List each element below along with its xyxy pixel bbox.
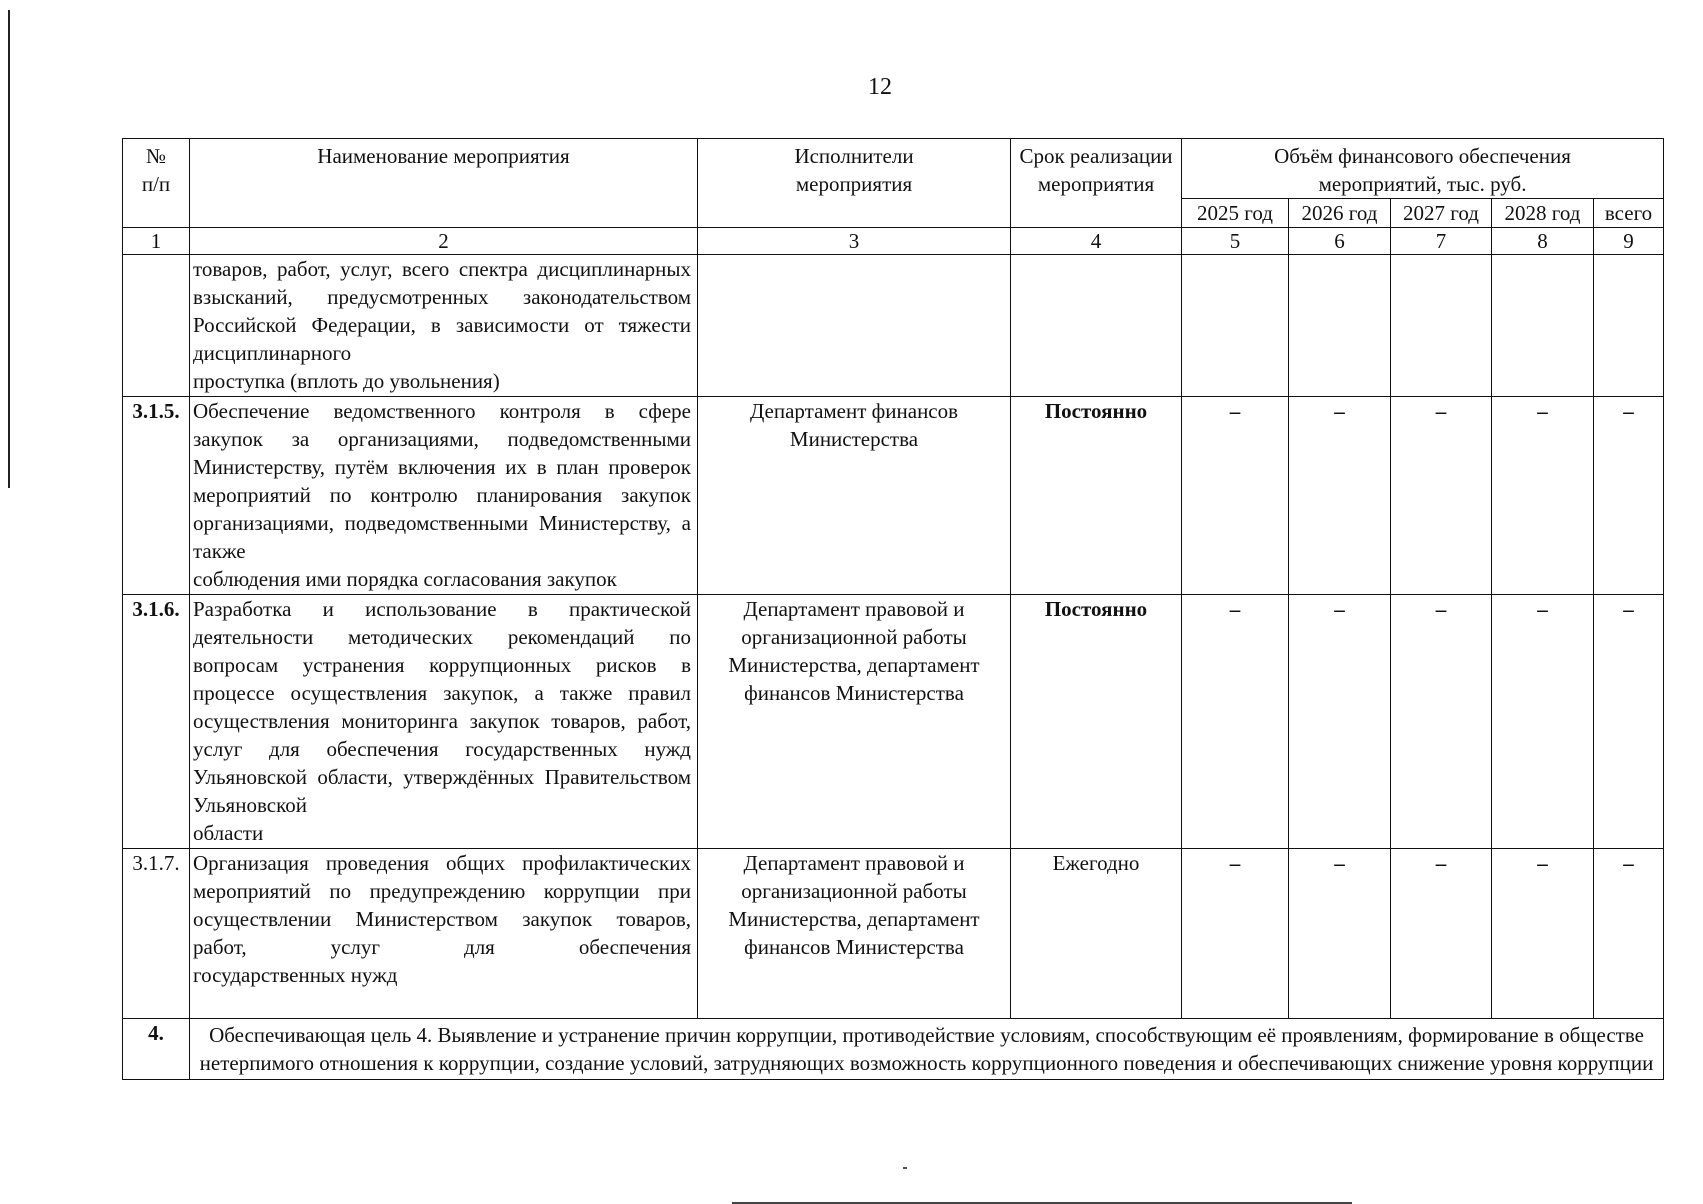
table-row (123, 595, 1664, 849)
goal-text: Обеспечивающая цель 4. Выявление и устранение причин коррупции, противодействие условиям, способствующим её проявлениям, формирование в обществе нетерпимого отношения к коррупции, создание условий, затрудняющих возможность коррупционного поведения и обеспечивающих снижение уровня коррупции (190, 1019, 1664, 1080)
row-value-2028: – (1492, 849, 1594, 1019)
row-term: Постоянно (1011, 397, 1182, 595)
row-value-total: – (1594, 595, 1664, 849)
row-value-2025: – (1182, 595, 1289, 849)
row-term (1011, 255, 1182, 397)
col-number: 1 (123, 228, 190, 255)
row-value-total: – (1594, 397, 1664, 595)
row-name: Обеспечение ведомственного контроля в сфере закупок за организациями, подведомственными Министерству, путём включения их в план проверок мероприятий по контролю планирования закупок организациями, подведомственными Министерству, а также соблюдения ими порядка согласования закупок (190, 397, 698, 595)
row-term: Постоянно (1011, 595, 1182, 849)
row-executor: Департамент финансов Министерства (698, 397, 1011, 595)
row-value-2027: – (1391, 595, 1492, 849)
header-num: № п/п (123, 139, 190, 228)
page-number: 12 (868, 74, 892, 100)
row-name: Организация проведения общих профилактических мероприятий по предупреждению коррупции при осуществлении Министерством закупок товаров, работ, услуг для обеспечения государственных нужд (190, 849, 698, 1019)
col-number: 3 (698, 228, 1011, 255)
row-value-2026: – (1289, 595, 1391, 849)
table-row (123, 849, 1664, 1019)
header-executors: Исполнители мероприятия (698, 139, 1011, 228)
row-name: товаров, работ, услуг, всего спектра дисциплинарных взысканий, предусмотренных законодательством Российской Федерации, в зависимости от тяжести дисциплинарного проступка (вплоть до увольнения) (190, 255, 698, 397)
header-finance: Объём финансового обеспечения мероприятий, тыс. руб. (1182, 139, 1664, 199)
measures-table (122, 138, 1664, 1080)
header-name: Наименование мероприятия (190, 139, 698, 228)
col-number: 8 (1492, 228, 1594, 255)
col-number: 6 (1289, 228, 1391, 255)
col-number: 2 (190, 228, 698, 255)
row-value-2025: – (1182, 849, 1289, 1019)
row-num (123, 255, 190, 397)
header-total: всего (1594, 199, 1664, 228)
row-value-2028: – (1492, 397, 1594, 595)
goal-row (123, 1019, 1664, 1080)
row-num: 3.1.6. (123, 595, 190, 849)
row-num: 3.1.7. (123, 849, 190, 1019)
table-row (123, 255, 1664, 397)
row-executor (698, 255, 1011, 397)
row-value-2026: – (1289, 397, 1391, 595)
row-name: Разработка и использование в практической деятельности методических рекомендаций по вопросам устранения коррупционных рисков в процессе осуществления закупок, а также правил осуществления мониторинга закупок товаров, работ, услуг для обеспечения государственных нужд Ульяновской области, утверждённых Правительством Ульяновской области (190, 595, 698, 849)
row-executor: Департамент правовой и организационной работы Министерства, департамент финансов Министерства (698, 595, 1011, 849)
row-value-2026: – (1289, 849, 1391, 1019)
header-term: Срок реализации мероприятия (1011, 139, 1182, 228)
col-number: 9 (1594, 228, 1664, 255)
col-number: 5 (1182, 228, 1289, 255)
col-number: 4 (1011, 228, 1182, 255)
row-value-2025: – (1182, 397, 1289, 595)
table-row (123, 397, 1664, 595)
header-year-2028: 2028 год (1492, 199, 1594, 228)
goal-num: 4. (123, 1019, 190, 1080)
row-value-2027: – (1391, 397, 1492, 595)
row-num: 3.1.5. (123, 397, 190, 595)
header-year-2026: 2026 год (1289, 199, 1391, 228)
row-value-2027 (1391, 255, 1492, 397)
row-value-2027: – (1391, 849, 1492, 1019)
row-term: Ежегодно (1011, 849, 1182, 1019)
row-value-2028: – (1492, 595, 1594, 849)
column-numbers-row (123, 228, 1664, 255)
footer-mark (903, 1167, 907, 1169)
row-value-total: – (1594, 849, 1664, 1019)
row-value-2028 (1492, 255, 1594, 397)
header-year-2027: 2027 год (1391, 199, 1492, 228)
row-value-total (1594, 255, 1664, 397)
header-year-2025: 2025 год (1182, 199, 1289, 228)
row-value-2025 (1182, 255, 1289, 397)
header-row (123, 139, 1664, 199)
col-number: 7 (1391, 228, 1492, 255)
row-executor: Департамент правовой и организационной работы Министерства, департамент финансов Министерства (698, 849, 1011, 1019)
row-value-2026 (1289, 255, 1391, 397)
